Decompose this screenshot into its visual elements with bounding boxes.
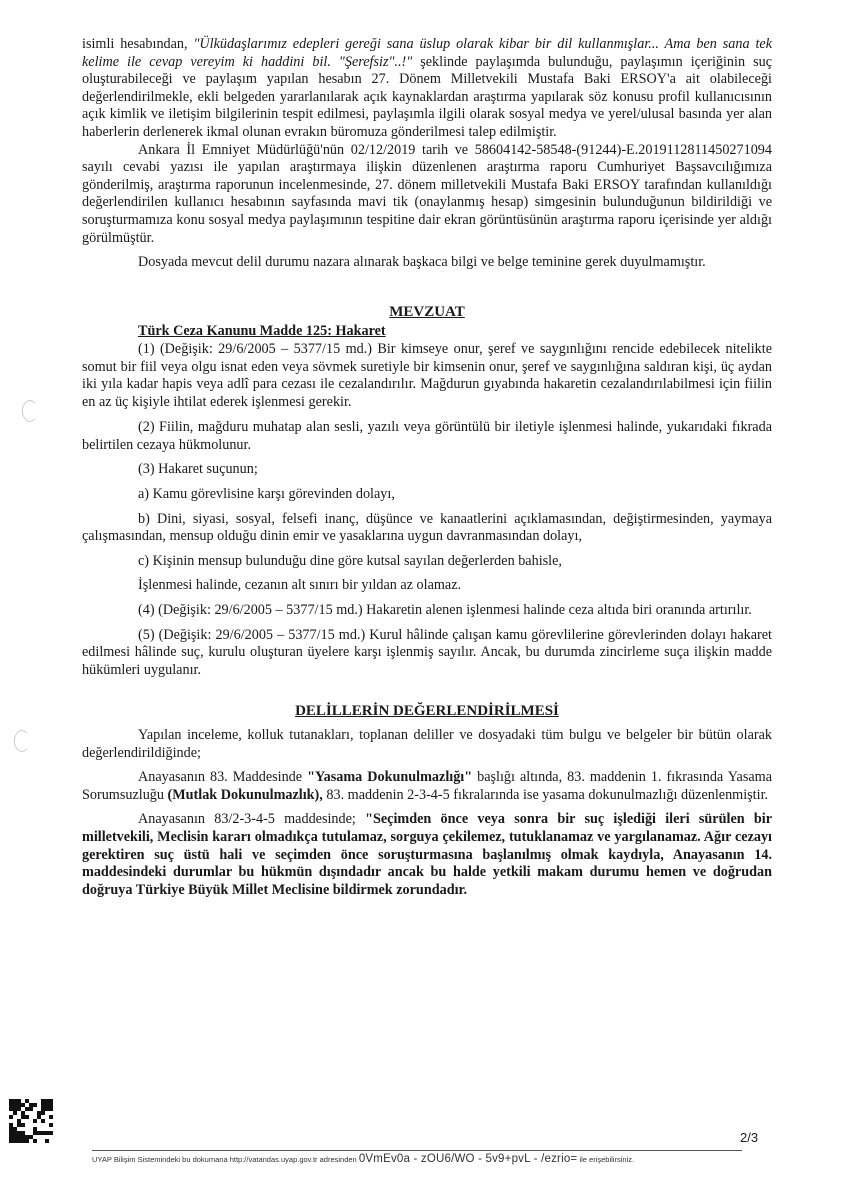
page-number: 2/3 — [740, 1130, 759, 1145]
article-item: (2) Fiilin, mağduru muhatap alan sesli, yazılı veya görüntülü bir iletiyle işlenmesi halinde, yukarıdaki fıkrada belirtilen cezaya hükmolunur. — [82, 419, 772, 453]
qr-module — [49, 1123, 53, 1127]
paragraph-evidence-status: Dosyada mevcut delil durumu nazara alınarak başkaca bilgi ve belge teminine gerek duyulmamıştır. — [138, 254, 706, 271]
article-item: c) Kişinin mensup bulunduğu dine göre kutsal sayılan değerlerden bahisle, — [138, 552, 562, 569]
qr-module — [29, 1107, 33, 1111]
qr-module — [25, 1139, 29, 1143]
footer-prefix: UYAP Bilişim Sistemindeki bu dokumana http://vatandas.uyap.gov.tr adresinden — [92, 1155, 357, 1164]
qr-module — [41, 1119, 45, 1123]
qr-module — [25, 1115, 29, 1119]
deliller-heading: DELİLLERİN DEĞERLENDİRİLMESİ — [295, 703, 559, 720]
qr-module — [49, 1131, 53, 1135]
paragraph-constitution-83: Anayasanın 83. Maddesinde "Yasama Dokunulmazlığı" başlığı altında, 83. maddenin 1. fıkrasında Yasama Sorumsuzluğu (Mutlak Dokunulmazlık), 83. maddenin 2-3-4-5 fıkralarında ise yasama dokunulmazlığı düzenlenmiştir. — [82, 769, 772, 803]
paragraph-evaluation: Yapılan inceleme, kolluk tutanakları, toplanan deliller ve dosyadaki tüm bulgu ve belgeler bir bütün olarak değerlendirildiğinde; — [82, 727, 772, 761]
footer — [92, 1153, 772, 1165]
article-item: b) Dini, siyasi, sosyal, felsefi inanç, düşünce ve kanaatlerini açıklamasından, değiştirmesinden, yaymaya çalışmasından, mensup olduğu dinin emir ve yasaklarına uygun davranmasından dolayı, — [82, 510, 772, 545]
footer-divider — [92, 1150, 742, 1151]
verification-code: 0VmEv0a - zOU6/WO - 5v9+pvL - /ezrio= — [358, 1153, 578, 1165]
paragraph-police-report: Ankara İl Emniyet Müdürlüğü'nün 02/12/2019 tarih ve 58604142-58548-(91244)-E.2019112811450271094 sayılı cevabi yazısı ile yapılan araştırmaya ilişkin düzenlenen araştırma raporu Cumhuriyet Başsavcılığımıza gönderilmiş, araştırma raporunun incelenmesinde, 27. dönem milletvekili Mustafa Baki ERSOY tarafından kullanıldığı değerlendirilen kullanıcı hesabının sayfasında mavi tik (onaylanmış hesap) simgesinin bulunduğunun bildirildiği ve soruşturmamıza konu sosyal medya paylaşımının tespitine dair ekran görüntüsünün araştırma raporu içerisinde yer aldığı görülmüştür. — [82, 141, 772, 246]
qr-module — [45, 1139, 49, 1143]
article-item: İşlenmesi halinde, cezanın alt sınırı bir yıldan az olamaz. — [138, 577, 462, 594]
qr-module — [41, 1111, 45, 1115]
scan-mark — [22, 400, 38, 422]
article-item: (4) (Değişik: 29/6/2005 – 5377/15 md.) Hakaretin alenen işlenmesi halinde ceza altıda biri oranında artırılır. — [138, 602, 752, 619]
paragraph-constitution-83-2-5: Anayasanın 83/2-3-4-5 maddesinde; "Seçimden önce veya sonra bir suç işlediği ileri sürülen bir milletvekili, Meclisin kararı olmadıkça tutulamaz, sorguya çekilemez, tutuklanamaz ve yargılanamaz. Ağır cezayı gerektiren suç üstü hali ve seçimden önce soruşturmasına başlanılmış olmak kaydıyla, Anayasanın 14. maddesindeki durumlar bu hükmün dışındadır ancak bu halde yetkili makam durumu hemen ve doğrudan doğruya Türkiye Büyük Millet Meclisine bildirmek zorundadır. — [82, 811, 773, 898]
qr-module — [21, 1123, 25, 1127]
article-item: (1) (Değişik: 29/6/2005 – 5377/15 md.) Bir kimseye onur, şeref ve saygınlığını rencide edebilecek nitelikte somut bir fiil veya olgu isnat eden veya sövmek suretiyle bir kimsenin onur, şeref ve saygınlığına saldıran kişi, üç aydan iki yıla kadar hapis veya adlî para cezası ile cezalandırılır. Mağdurun gıyabında hakaretin cezalandırılabilmesi için fiilin en az üç kişiyle ihtilat ederek işlenmesi gerekir. — [82, 340, 772, 410]
qr-module — [33, 1139, 37, 1143]
paragraph-account: isimli hesabından, "Ülküdaşlarımız edepleri gereği sana üslup olarak kibar bir dil kullanmışlar... Ama ben sana tek kelime ile cevap vereyim ki haddini bil. "Şerefsiz"..!" şeklinde paylaşımda bulunduğu, paylaşımın içeriğinin suç oluşturabileceği ve paylaşım yapılan hesabın 27. Dönem Milletvekili Mustafa Baki ERSOY'a ait olabileceği değerlendirilmekle, ekli belgeden yararlanılarak açık kaynaklardan araştırma yapılarak söz konusu profil kullanıcısının açık kimlik ve iletişim bilgilerinin tespit edilmesi, paylaşımla ilgili olarak sosyal medya ve yerel/ulusal basında yer alan haberlerin derlenerek ikmal olunan evrakın büromuza gönderilmesi talep edilmiştir. — [82, 36, 772, 140]
quoted-post: "Ülküdaşlarımız edepleri gereği sana üslup olarak kibar bir dil kullanmışlar... Ama ben sana tek kelime ile cevap vereyim ki haddini bil. "Şerefsiz"..!" — [82, 36, 772, 70]
qr-module — [33, 1103, 37, 1107]
article-item: a) Kamu görevlisine karşı görevinden dolayı, — [138, 486, 395, 503]
document-body — [82, 36, 772, 899]
qr-module — [49, 1107, 53, 1111]
qr-module — [9, 1115, 13, 1119]
article-item: (5) (Değişik: 29/6/2005 – 5377/15 md.) Kurul hâlinde çalışan kamu görevlilerine görevlerinden dolayı hakaret edilmesi hâlinde suç, kurulu oluşturan üyelere karşı işlenmiş sayılır. Ancak, bu durumda zincirleme suça ilişkin madde hükümleri uygulanır. — [82, 626, 772, 678]
qr-code-icon — [8, 1098, 54, 1144]
qr-module — [49, 1115, 53, 1119]
qr-module — [13, 1111, 17, 1115]
mevzuat-heading: MEVZUAT — [389, 303, 465, 320]
qr-module — [33, 1119, 37, 1123]
footer-suffix: ile erişebilirsiniz. — [579, 1155, 635, 1164]
scan-mark — [14, 730, 30, 752]
article-item: (3) Hakaret suçunun; — [138, 461, 258, 478]
article-title: Türk Ceza Kanunu Madde 125: Hakaret — [138, 323, 386, 340]
